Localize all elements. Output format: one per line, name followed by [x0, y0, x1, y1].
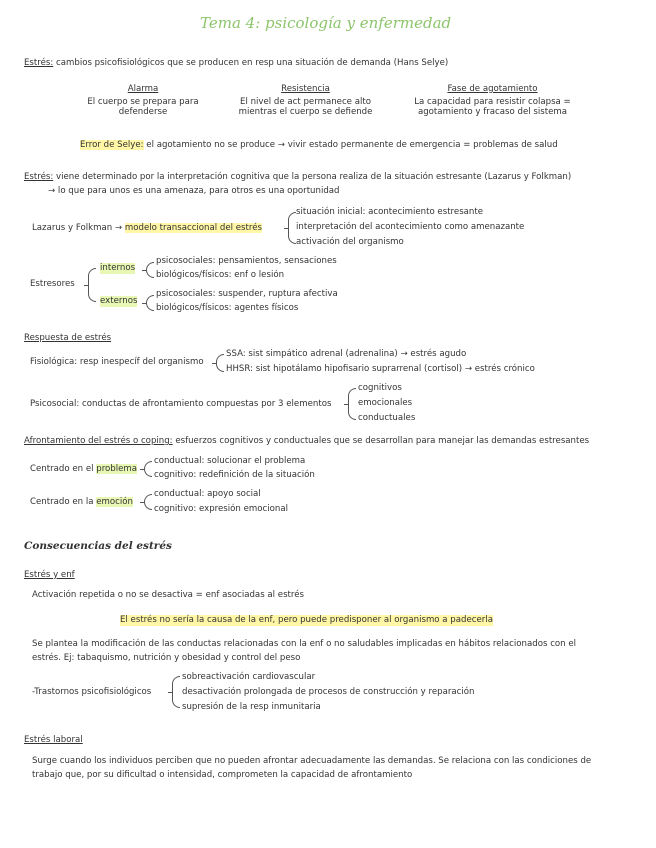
- estres-enf-para2: estrés. Ej: tabaquismo, nutrición y obesidad y control del peso: [32, 653, 301, 663]
- coping-emocion-pre: Centrado en la: [30, 497, 97, 507]
- psicosocial-item: emocionales: [358, 398, 413, 408]
- phase-name: Fase de agotamiento: [447, 84, 538, 94]
- brace: [216, 354, 224, 372]
- estresores-internos: internos: [100, 263, 136, 273]
- lazarus-item: situación inicial: acontecimiento estresante: [296, 207, 484, 217]
- brace: [288, 212, 296, 244]
- phase-alarma: [68, 84, 218, 118]
- section-heading-estres-enf: Estrés y enf: [24, 570, 75, 580]
- section-heading-respuesta: Respuesta de estrés: [24, 333, 112, 343]
- term-afrontamiento: Afrontamiento del estrés o coping:: [24, 436, 173, 446]
- lazarus-model: modelo transaccional del estrés: [124, 223, 262, 233]
- section-heading-laboral: Estrés laboral: [24, 735, 83, 745]
- brace: [146, 262, 154, 278]
- selye-error-text: el agotamiento no se produce → vivir estado permanente de emergencia = problemas de salud: [143, 140, 558, 150]
- coping-item: cognitivo: expresión emocional: [154, 504, 288, 514]
- fisiologica-item: HHSR: sist hipotálamo hipofisario suprarrenal (cortisol) → estrés crónico: [226, 364, 535, 374]
- phase-desc-line2: agotamiento y fracaso del sistema: [417, 107, 568, 118]
- lazarus-item: interpretación del acontecimiento como amenazante: [296, 222, 525, 232]
- lazarus-label: [32, 223, 262, 234]
- coping-emocion-hl: emoción: [96, 497, 133, 507]
- laboral-line1: Surge cuando los individuos perciben que no pueden afrontar adecuadamente las demandas. Se relaciona con las condiciones de: [32, 756, 592, 766]
- coping-item: conductual: solucionar el problema: [154, 456, 306, 466]
- estresor-item: biológicos/físicos: enf o lesión: [156, 270, 285, 280]
- estres-enf-line1: Activación repetida o no se desactiva = enf asociadas al estrés: [32, 590, 305, 600]
- respuesta-fisiologica: Fisiológica: resp inespecíf del organismo: [30, 357, 204, 367]
- psicosocial-item: cognitivos: [358, 383, 402, 393]
- definition-lazarus-line2: → lo que para unos es una amenaza, para otros es una oportunidad: [48, 186, 340, 196]
- coping-problema-pre: Centrado en el: [30, 464, 97, 474]
- definition-selye: [24, 58, 448, 69]
- brace: [172, 676, 180, 708]
- term-estres: Estrés:: [24, 58, 54, 68]
- brace: [144, 494, 152, 510]
- coping-problema-hl: problema: [96, 464, 138, 474]
- page-title: Tema 4: psicología y enfermedad: [200, 14, 452, 32]
- psicosocial-item: conductuales: [358, 413, 416, 423]
- estres-enf-para1: Se plantea la modificación de las conductas relacionadas con la enf o no saludables implicadas en hábitos relacionados con el: [32, 639, 577, 649]
- definition-text: viene determinado por la interpretación cognitiva que la persona realiza de la situación estresante (Lazarus y Folkman): [53, 172, 572, 182]
- brace: [348, 388, 356, 420]
- coping-item: conductual: apoyo social: [154, 489, 261, 499]
- phase-desc-line2: defenderse: [118, 107, 168, 118]
- brace: [146, 295, 154, 311]
- coping-problema: [30, 464, 137, 475]
- afrontamiento-text: esfuerzos cognitivos y conductuales que se desarrollan para manejar las demandas estresantes: [172, 436, 590, 446]
- selye-error-label: Error de Selye:: [80, 140, 144, 150]
- selye-error: [80, 140, 558, 151]
- phase-desc-line1: La capacidad para resistir colapsa =: [414, 96, 571, 107]
- phase-desc-line1: El nivel de act permanece alto: [240, 96, 371, 107]
- estres-enf-highlight: El estrés no sería la causa de la enf, pero puede predisponer al organismo a padecerla: [120, 615, 493, 625]
- brace: [144, 461, 152, 477]
- phase-name: Alarma: [127, 84, 159, 94]
- phase-name: Resistencia: [281, 84, 330, 94]
- trastornos-label: -Trastornos psicofisiológicos: [32, 687, 152, 697]
- fisiologica-item: SSA: sist simpático adrenal (adrenalina) → estrés agudo: [226, 349, 467, 359]
- phase-desc-line2: mientras el cuerpo se defiende: [238, 107, 373, 118]
- estresores-label: Estresores: [30, 279, 75, 289]
- estresor-item: psicosociales: suspender, ruptura afectiva: [156, 289, 338, 299]
- definition-lazarus: [24, 172, 571, 183]
- estresor-item: biológicos/físicos: agentes físicos: [156, 303, 299, 313]
- estresor-item: psicosociales: pensamientos, sensaciones: [156, 256, 337, 266]
- afrontamiento-definition: [24, 436, 589, 447]
- laboral-line2: trabajo que, por su dificultad o intensidad, comprometen la capacidad de afrontamiento: [32, 770, 413, 780]
- phase-resistencia: [228, 84, 383, 118]
- coping-emocion: [30, 497, 133, 508]
- definition-text: cambios psicofisiológicos que se producen en resp una situación de demanda (Hans Selye): [53, 58, 449, 68]
- trastorno-item: sobreactivación cardiovascular: [182, 672, 316, 682]
- coping-item: cognitivo: redefinición de la situación: [154, 470, 315, 480]
- respuesta-psicosocial: Psicosocial: conductas de afrontamiento compuestas por 3 elementos: [30, 399, 332, 409]
- estresores-externos: externos: [100, 296, 138, 306]
- trastorno-item: desactivación prolongada de procesos de construcción y reparación: [182, 687, 475, 697]
- trastorno-item: supresión de la resp inmunitaria: [182, 702, 321, 712]
- lazarus-item: activación del organismo: [296, 237, 404, 247]
- brace: [88, 268, 96, 302]
- term-estres: Estrés:: [24, 172, 54, 182]
- phase-desc-line1: El cuerpo se prepara para: [87, 96, 199, 107]
- section-heading-consecuencias: Consecuencias del estrés: [24, 540, 172, 552]
- phase-agotamiento: [400, 84, 585, 118]
- lazarus-label-pre: Lazarus y Folkman →: [32, 223, 125, 233]
